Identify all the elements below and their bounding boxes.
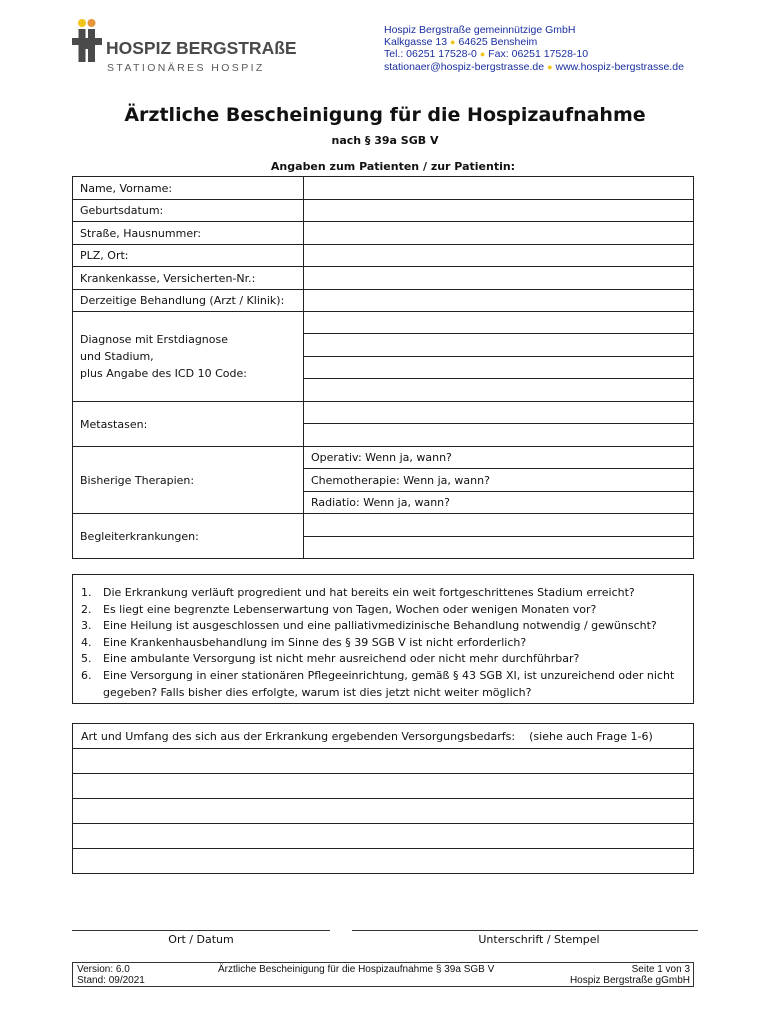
care-needs-input[interactable] <box>73 799 694 824</box>
footer-version-block <box>77 964 145 986</box>
table-row <box>73 774 694 799</box>
care-needs-input[interactable] <box>73 774 694 799</box>
care-needs-table <box>72 723 694 874</box>
criteria-number: 4. <box>81 635 92 649</box>
footer-page-number: Seite 1 von 3 <box>631 964 690 975</box>
footer-date: Stand: 09/2021 <box>77 975 145 986</box>
contact-org: Hospiz Bergstraße gemeinnützige GmbH <box>384 24 576 36</box>
field-label-metastases: Metastasen: <box>73 402 304 447</box>
criteria-list <box>72 574 694 704</box>
contact-city: 64625 Bensheim <box>458 36 538 49</box>
table-row <box>73 824 694 849</box>
field-input-city[interactable] <box>304 245 694 267</box>
contact-email[interactable]: stationaer@hospiz-bergstrasse.de <box>384 60 545 73</box>
patient-info-table <box>72 176 694 559</box>
table-row <box>73 749 694 774</box>
criteria-text: Eine ambulante Versorgung ist nicht mehr ausreichend oder nicht mehr durchführbar? <box>103 652 580 666</box>
page-footer <box>72 962 694 987</box>
criteria-number: 6. <box>81 668 92 682</box>
care-needs-hint: (siehe auch Frage 1-6) <box>529 729 653 743</box>
table-row <box>73 402 694 424</box>
field-label-insurance: Krankenkasse, Versicherten-Nr.: <box>73 267 304 290</box>
hospiz-logo <box>72 18 297 80</box>
bullet-icon: ● <box>547 61 553 72</box>
contact-tel: Tel.: 06251 17528-0 <box>384 48 477 61</box>
criteria-number: 1. <box>81 586 92 599</box>
field-label-therapies: Bisherige Therapien: <box>73 447 304 514</box>
place-date-label: Ort / Datum <box>168 933 234 946</box>
table-row <box>73 177 694 200</box>
bullet-icon: ● <box>450 37 456 48</box>
criteria-item <box>81 585 685 602</box>
field-label-comorbidities: Begleiterkrankungen: <box>73 514 304 559</box>
criteria-number: 5. <box>81 652 92 666</box>
field-input-name[interactable] <box>304 177 694 200</box>
logo-name: HOSPIZ BERGSTRAßE <box>106 38 297 58</box>
table-row <box>73 222 694 245</box>
criteria-number: 2. <box>81 602 92 616</box>
therapy-chemotherapy[interactable]: Chemotherapie: Wenn ja, wann? <box>304 469 694 492</box>
footer-version: Version: 6.0 <box>77 964 130 975</box>
care-needs-input[interactable] <box>73 749 694 774</box>
table-row <box>73 514 694 537</box>
contact-website[interactable]: www.hospiz-bergstrasse.de <box>555 60 684 73</box>
field-label-street: Straße, Hausnummer: <box>73 222 304 245</box>
hospiz-logo-icon <box>72 18 102 64</box>
criteria-text: Es liegt eine begrenzte Lebenserwartung von Tagen, Wochen oder wenigen Monaten vor? <box>103 602 597 616</box>
criteria-item <box>81 602 685 619</box>
criteria-text: Eine Versorgung in einer stationären Pflegeeinrichtung, gemäß § 43 SGB XI, ist unzureichend oder nicht gegeben? Falls bisher dies erfolgte, warum ist dies jetzt nicht weiter möglich? <box>103 668 675 699</box>
criteria-item <box>81 668 685 701</box>
table-row <box>73 267 694 290</box>
patient-section-heading: Angaben zum Patienten / zur Patientin: <box>270 160 516 173</box>
care-needs-label <box>73 724 694 749</box>
contact-address <box>384 36 684 48</box>
field-input-insurance[interactable] <box>304 267 694 290</box>
criteria-text: Die Erkrankung verläuft progredient und hat bereits ein weit fortgeschrittenes Stadium erreicht? <box>103 586 635 599</box>
field-label-name: Name, Vorname: <box>73 177 304 200</box>
field-input-birthdate[interactable] <box>304 200 694 222</box>
care-needs-input[interactable] <box>73 824 694 849</box>
therapy-radiation[interactable]: Radiatio: Wenn ja, wann? <box>304 492 694 514</box>
table-row <box>73 799 694 824</box>
field-input-street[interactable] <box>304 222 694 245</box>
contact-street: Kalkgasse 13 <box>384 36 448 49</box>
table-row <box>73 290 694 312</box>
footer-doc-title: Ärztliche Bescheinigung für die Hospizaufnahme § 39a SGB V <box>218 964 495 975</box>
footer-page-block <box>570 964 690 986</box>
field-input-metastases[interactable] <box>304 402 694 424</box>
field-input-diagnosis[interactable] <box>304 357 694 379</box>
field-label-treatment: Derzeitige Behandlung (Arzt / Klinik): <box>73 290 304 312</box>
field-input-comorbidities[interactable] <box>304 537 694 559</box>
field-label-diagnosis <box>73 312 304 402</box>
place-date-line[interactable] <box>72 930 330 931</box>
diagnosis-label-line: Diagnose mit Erstdiagnose <box>80 333 229 346</box>
criteria-text: Eine Krankenhausbehandlung im Sinne des § 39 SGB V ist nicht erforderlich? <box>103 635 527 649</box>
field-input-comorbidities[interactable] <box>304 514 694 537</box>
criteria-text: Eine Heilung ist ausgeschlossen und eine palliativmedizinische Behandlung notwendig / gewünscht? <box>103 619 657 633</box>
table-row <box>73 447 694 469</box>
signature-line[interactable] <box>352 930 698 931</box>
table-row <box>73 724 694 749</box>
table-row <box>73 245 694 267</box>
criteria-item <box>81 618 685 635</box>
contact-web-line <box>384 61 684 73</box>
field-input-diagnosis[interactable] <box>304 334 694 357</box>
contact-block <box>384 24 684 73</box>
table-row <box>73 849 694 874</box>
field-label-city: PLZ, Ort: <box>73 245 304 267</box>
field-input-diagnosis[interactable] <box>304 379 694 402</box>
document-subtitle: nach § 39a SGB V <box>331 134 439 147</box>
contact-fax: Fax: 06251 17528-10 <box>488 48 589 61</box>
field-input-metastases[interactable] <box>304 424 694 447</box>
care-needs-text: Art und Umfang des sich aus der Erkrankung ergebenden Versorgungsbedarfs: <box>81 729 516 743</box>
logo-subtitle: STATIONÄRES HOSPIZ <box>107 62 265 74</box>
field-input-diagnosis[interactable] <box>304 312 694 334</box>
footer-org: Hospiz Bergstraße gGmbH <box>569 975 690 986</box>
field-input-treatment[interactable] <box>304 290 694 312</box>
field-label-birthdate: Geburtsdatum: <box>73 200 304 222</box>
care-needs-input[interactable] <box>73 849 694 874</box>
document-title: Ärztliche Bescheinigung für die Hospizaufnahme <box>124 104 646 126</box>
diagnosis-label-line: plus Angabe des ICD 10 Code: <box>80 367 247 380</box>
table-row <box>73 312 694 334</box>
criteria-number: 3. <box>81 619 92 633</box>
table-row <box>73 200 694 222</box>
criteria-item <box>81 651 685 668</box>
bullet-icon: ● <box>479 49 486 60</box>
therapy-surgery[interactable]: Operativ: Wenn ja, wann? <box>304 447 694 469</box>
diagnosis-label-line: und Stadium, <box>80 350 154 363</box>
criteria-item <box>81 635 685 652</box>
contact-phone-line <box>384 48 684 60</box>
signature-label: Unterschrift / Stempel <box>478 933 600 946</box>
